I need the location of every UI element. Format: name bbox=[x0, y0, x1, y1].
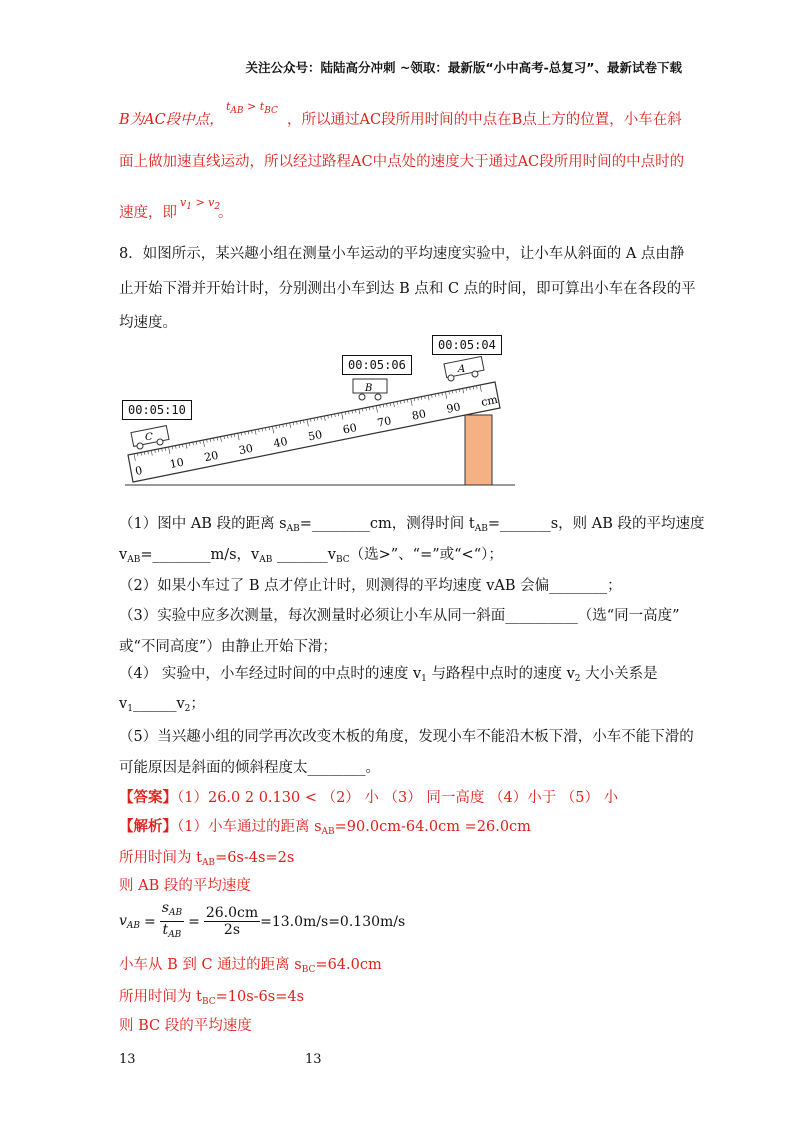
analysis-line-7: 则 BC 段的平均速度 bbox=[119, 1018, 252, 1034]
ruler-label: 50 bbox=[307, 427, 324, 444]
part-4-line-1: （4） 实验中，小车经过时间的中点时的速度 $v_1$ 与路程中点时的速度 $v_2$ 大小关系是 bbox=[119, 666, 658, 684]
question-stem-2: 止开始下滑并开始计时，分别测出小车到达 B 点和 C 点的时间，即可算出小车在各段的平 bbox=[119, 281, 696, 297]
ruler-label: 70 bbox=[376, 414, 393, 430]
cart-c bbox=[131, 426, 169, 449]
prev-line-2: 面上做加速直线运动，所以经过路程AC中点处的速度大于通过AC段所用时间的中点时的 bbox=[119, 154, 685, 170]
prev-line-1 bbox=[119, 110, 224, 130]
part-3-line-1: （3）实验中应多次测量，每次测量时必须让小车从同一斜面__________（选“同一高度” bbox=[119, 608, 680, 624]
analysis-formula: $v_{AB}$ = $\frac{s_{AB}}{t_{AB}}$ = $\frac{26.0cm}{2s}$ =13.0m/s=0.130m/s bbox=[119, 900, 406, 940]
cart-a-label: A bbox=[458, 364, 466, 375]
cart-b bbox=[353, 379, 387, 400]
analysis-line-5: 小车从 B 到 C 通过的距离 $s_{BC}=64.0cm$ bbox=[119, 957, 382, 975]
ruler-label: 80 bbox=[410, 407, 428, 423]
ruler-label: 0 bbox=[134, 463, 144, 478]
prev-math-1: $t_{AB} > t_{BC}$ bbox=[226, 100, 278, 116]
cart-c-label: C bbox=[145, 432, 153, 443]
part-3-line-2: 或“不同高度”）由静止开始下滑； bbox=[119, 639, 337, 655]
question-stem-1: 8．如图所示，某兴趣小组在测量小车运动的平均速度实验中，让小车从斜面的 A 点由静 bbox=[119, 246, 685, 262]
answer-text: （1）26.0 2 0.130 < （2） 小 （3） 同一高度 （4）小于 （5） 小 bbox=[177, 790, 619, 806]
prev-line-3b: 。 bbox=[218, 205, 233, 221]
ruler-label: 30 bbox=[237, 441, 255, 458]
prev-text-1a: B为AC段中点， bbox=[119, 112, 224, 128]
part-2: （2）如果小车过了 B 点才停止计时，则测得的平均速度 vAB 会偏________； bbox=[119, 578, 622, 594]
page-number-left: 13 bbox=[119, 1052, 136, 1067]
cart-b-label: B bbox=[365, 383, 373, 394]
prev-line-3a: 速度，即 bbox=[119, 205, 177, 221]
prev-line-1b: ，所以通过AC段所用时间的中点在B点上方的位置，小车在斜 bbox=[287, 112, 682, 128]
ruler-label: 90 bbox=[445, 400, 462, 416]
incline-figure bbox=[120, 330, 520, 490]
page-number-center: 13 bbox=[305, 1052, 322, 1067]
answer-label: 【答案】 bbox=[119, 789, 177, 806]
part-5-line-2: 可能原因是斜面的倾斜程度太________。 bbox=[119, 760, 380, 776]
part-1-line-2: $v_{AB}=\_\_\_\_\_\_\_\_m/s$，$v_{AB}$ $\_\_\_\_\_\_\_v_{BC}$（选>”、“=”或“<“）； bbox=[119, 547, 503, 565]
part-1-line-1: （1）图中 AB 段的距离 $s_{AB}=\_\_\_\_\_\_\_\_cm$，测得时间 $t_{AB}=\_\_\_\_\_\_\_s$，则 AB 段的平均速度 bbox=[119, 516, 705, 534]
part-5-line-1: （5）当兴趣小组的同学再次改变木板的角度，发现小车不能沿木板下滑，小车不能下滑的 bbox=[119, 729, 694, 745]
ruler-label: 20 bbox=[203, 448, 220, 465]
part-4-line-2: $v_1\_\_\_\_\_\_v_2$； bbox=[119, 696, 205, 714]
ruler-label: 60 bbox=[341, 421, 358, 437]
analysis-line-1: 【解析】（1）小车通过的距离 $s_{AB}=90.0cm-64.0cm =26.0cm$ bbox=[119, 818, 531, 837]
timer-c: 00:05:10 bbox=[122, 400, 192, 420]
analysis-line-2: 所用时间为 $t_{AB}=6s-4s=2s$ bbox=[119, 850, 295, 868]
analysis-line-6: 所用时间为 $t_{BC}=10s-6s=4s$ bbox=[119, 989, 305, 1007]
question-stem-3: 均速度。 bbox=[119, 315, 177, 331]
support-block bbox=[465, 415, 492, 485]
ruler-label: 40 bbox=[272, 434, 289, 451]
ruler-label: 10 bbox=[168, 455, 185, 472]
ruler-label: cm bbox=[480, 392, 499, 409]
cart-a bbox=[444, 356, 484, 381]
answer-line bbox=[119, 788, 618, 808]
page-header: 关注公众号：陆陆高分冲刺 ~领取：最新版“小中高考-总复习”、最新试卷下载 bbox=[245, 60, 682, 75]
prev-math-3: $v_1 > v_2$ bbox=[180, 196, 221, 212]
timer-a: 00:05:04 bbox=[432, 335, 502, 355]
analysis-line-3: 则 AB 段的平均速度 bbox=[119, 878, 251, 894]
timer-b: 00:05:06 bbox=[342, 355, 412, 375]
